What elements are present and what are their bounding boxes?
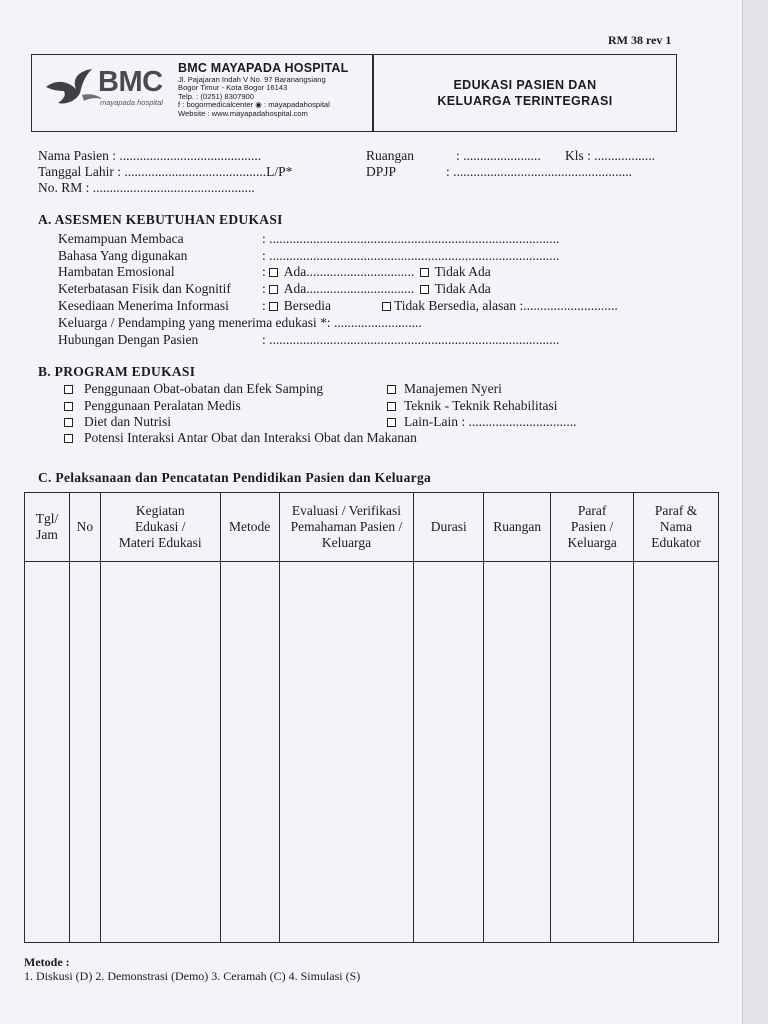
label-hubungan: Hubungan Dengan Pasien [58,332,199,347]
checkbox-hambatan-ada[interactable] [269,268,278,277]
field-tanggal-lahir[interactable]: Tanggal Lahir : ..........................................L/P* [38,164,293,179]
cell-metode[interactable] [220,562,279,943]
checkbox-program[interactable] [64,434,73,443]
program-item [64,430,417,446]
table-row [25,562,719,943]
program-item [387,414,576,430]
option-bersedia: Bersedia [283,298,331,313]
cell-paraf-edukator[interactable] [634,562,719,943]
section-c-title: C. Pelaksanaan dan Pencatatan Pendidikan Pasien dan Keluarga [38,470,432,485]
field-no-rm[interactable]: No. RM : ................................................ [38,180,255,195]
form-code: RM 38 rev 1 [608,33,672,47]
checkbox-keterbatasan-tidak-ada[interactable] [420,285,429,294]
program-label: Diet dan Nutrisi [84,414,171,429]
program-item [387,398,557,414]
education-log-table [24,492,719,943]
checkbox-keterbatasan-ada[interactable] [269,285,278,294]
title-line: EDUKASI PASIEN DAN [453,78,597,92]
field-kls[interactable]: Kls : .................. [565,148,656,163]
program-label: Teknik - Teknik Rehabilitasi [404,398,558,413]
column-header: Ruangan [484,493,551,562]
column-header: Tgl/ Jam [25,493,70,562]
logo-text: BMC [98,66,163,98]
cell-evaluasi[interactable] [279,562,414,943]
footer-metode-list: 1. Diskusi (D) 2. Demonstrasi (Demo) 3. Ceramah (C) 4. Simulasi (S) [24,969,361,983]
program-label: Penggunaan Obat-obatan dan Efek Samping [84,381,324,396]
column-header: Evaluasi / Verifikasi Pemahaman Pasien / Keluarga [279,493,414,562]
program-label: Lain-Lain : ................................ [404,414,577,429]
option-ada: Ada................................ [283,264,415,279]
field-hubungan[interactable]: : ...................................................................................... [262,332,560,347]
label-bahasa: Bahasa Yang digunakan [58,248,188,263]
logo-tagline: mayapada hospital [100,98,163,107]
header-box [31,54,677,132]
column-header: Paraf & Nama Edukator [634,493,719,562]
kesediaan-option-bersedia: : Bersedia [262,298,331,313]
column-header: No [69,493,100,562]
keterbatasan-options: : Ada................................ Tidak Ada [262,281,491,296]
option-tidak-ada: Tidak Ada [434,264,491,279]
checkbox-hambatan-tidak-ada[interactable] [420,268,429,277]
hambatan-options: : Ada................................ Tidak Ada [262,264,491,279]
program-item [387,381,502,397]
address-line: Telp. : (0251) 8307900 [178,91,254,101]
hospital-address [178,76,368,118]
program-item [64,381,323,397]
checkbox-bersedia[interactable] [269,302,278,311]
label-kesediaan: Kesediaan Menerima Informasi [58,298,229,313]
option-tidak-bersedia: Tidak Bersedia, alasan :............................ [394,298,618,313]
cell-durasi[interactable] [414,562,484,943]
field-ruangan[interactable]: : ....................... [456,148,541,163]
option-ada: Ada................................ [283,281,415,296]
kesediaan-option-tidak-bersedia [382,298,618,314]
label-dpjp: DPJP [366,164,397,179]
section-b-title: B. PROGRAM EDUKASI [38,364,196,379]
hospital-logo [42,65,182,109]
checkbox-program[interactable] [387,385,396,394]
label-keterbatasan: Keterbatasan Fisik dan Kognitif [58,281,231,296]
title-line: KELUARGA TERINTEGRASI [437,94,613,108]
label-kemampuan-membaca: Kemampuan Membaca [58,231,184,246]
field-keluarga-pendamping[interactable]: Keluarga / Pendamping yang menerima edukasi *: .......................... [58,315,422,330]
address-line: Website : www.mayapadahospital.com [178,108,308,118]
address-line: f : bogormedicalcenter ◉ : mayapadahospital [178,100,330,110]
section-a-title: A. ASESMEN KEBUTUHAN EDUKASI [38,212,283,227]
program-item [64,398,241,414]
checkbox-program[interactable] [387,418,396,427]
field-bahasa[interactable]: : ...................................................................................... [262,248,560,263]
program-label: Penggunaan Peralatan Medis [84,398,241,413]
checkbox-program[interactable] [387,402,396,411]
label-ruangan: Ruangan [366,148,414,163]
label-hambatan-emosional: Hambatan Emosional [58,264,175,279]
program-label: Potensi Interaksi Antar Obat dan Interaksi Obat dan Makanan [84,430,417,445]
option-tidak-ada: Tidak Ada [434,281,491,296]
paper-edge [742,0,768,1024]
checkbox-tidak-bersedia[interactable] [382,302,391,311]
table-header-row [25,493,719,562]
address-line: Jl. Pajajaran Indah V No. 97 Baranangsiang [178,75,326,84]
footer-metode-label: Metode : [24,955,70,969]
column-header: Metode [220,493,279,562]
cell-tgl-jam[interactable] [25,562,70,943]
column-header: Kegiatan Edukasi / Materi Edukasi [100,493,220,562]
cell-no[interactable] [69,562,100,943]
checkbox-program[interactable] [64,402,73,411]
checkbox-program[interactable] [64,418,73,427]
cell-kegiatan[interactable] [100,562,220,943]
program-item [64,414,171,430]
cell-paraf-pasien[interactable] [551,562,634,943]
column-header: Paraf Pasien / Keluarga [551,493,634,562]
hospital-name: BMC MAYAPADA HOSPITAL [178,61,349,75]
program-label: Manajemen Nyeri [404,381,502,396]
field-kemampuan-membaca[interactable]: : ...................................................................................... [262,231,560,246]
field-nama-pasien[interactable]: Nama Pasien : .......................................... [38,148,262,163]
column-header: Durasi [414,493,484,562]
address-line: Bogor Timur - Kota Bogor 16143 [178,83,288,93]
checkbox-program[interactable] [64,385,73,394]
bird-logo-icon [42,65,104,109]
document-title [374,77,676,109]
cell-ruangan[interactable] [484,562,551,943]
field-dpjp[interactable]: : ..................................................... [446,164,633,179]
